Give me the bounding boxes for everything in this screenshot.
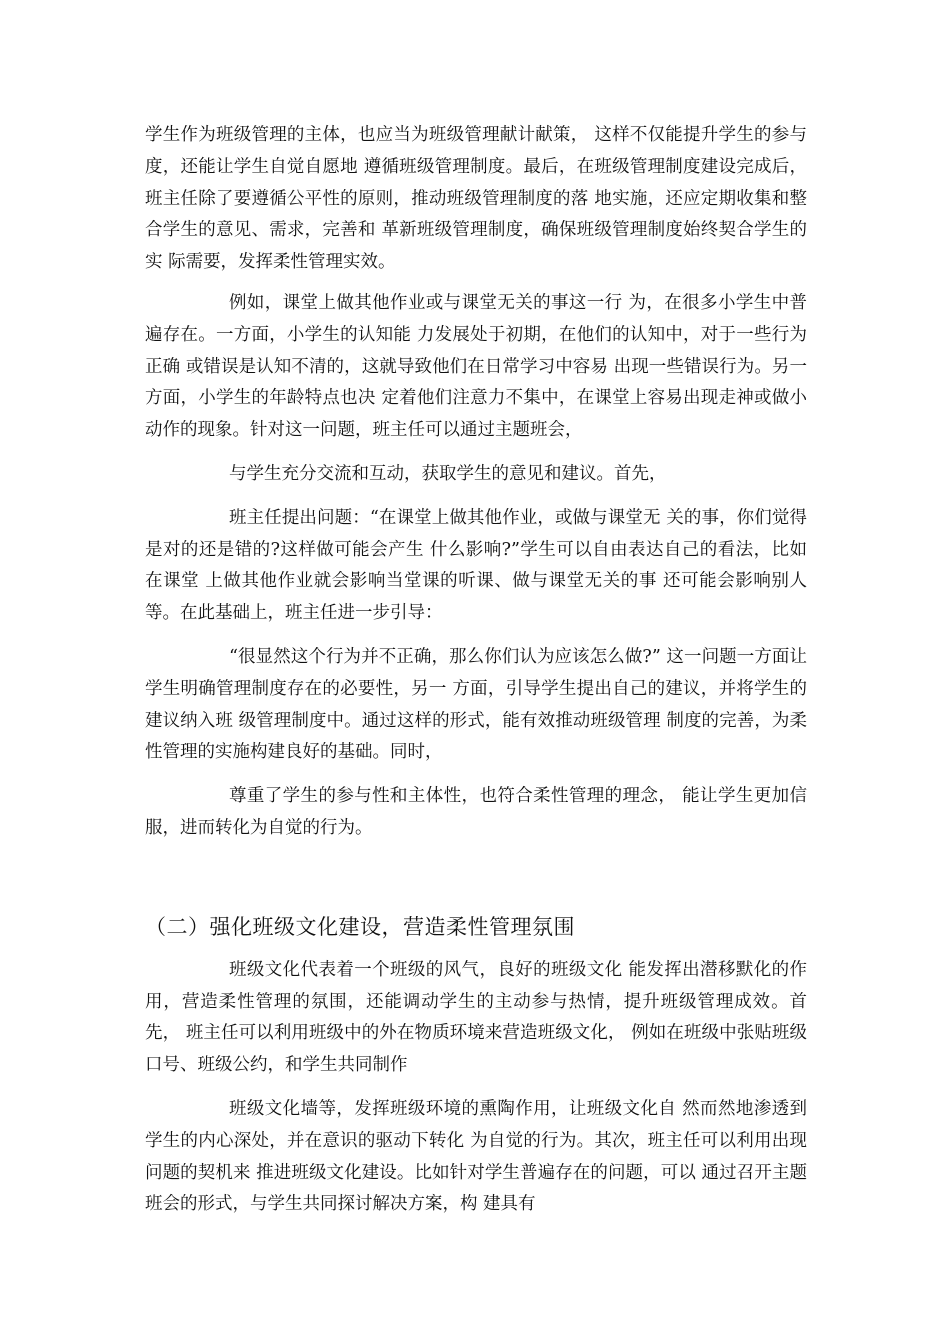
paragraph-example-classroom: 例如，课堂上做其他作业或与课堂无关的事这一行 为，在很多小学生中普遍存在。一方面，小学生的认知能 力发展处于初期，在他们的认知中，对于一些行为正确 或错误是认知不清的，这就导致他们在日常学习中容易 出现一些错误行为。另一方面，小学生的年龄特点也决 定着他们注意力不集中，在课堂上容易出现走神或做小 动作的现象。针对这一问题，班主任可以通过主题班会， — [145, 292, 807, 441]
paragraph-communication: 与学生充分交流和互动，获取学生的意见和建议。首先， — [229, 463, 667, 484]
section-heading: （二）强化班级文化建设，营造柔性管理氛围 — [145, 914, 575, 939]
document-page — [145, 120, 807, 1221]
paragraph-class-culture: 班级文化代表着一个班级的风气，良好的班级文化 能发挥出潜移默化的作用，营造柔性管理的氛围，还能调动学生的主动参与热情，提升班级管理成效。首先， 班主任可以利用班级中的外在物质环境来营造班级文化， 例如在班级中张贴班级口号、班级公约，和学生共同制作 — [145, 959, 807, 1076]
paragraph-culture-wall: 班级文化墙等，发挥班级环境的熏陶作用，让班级文化自 然而然地渗透到学生的内心深处，并在意识的驱动下转化 为自觉的行为。其次，班主任可以利用出现问题的契机来 推进班级文化建设。比如针对学生普遍存在的问题，可以 通过召开主题班会的形式，与学生共同探讨解决方案，构 建具有 — [145, 1098, 807, 1215]
paragraph-guidance: “很显然这个行为并不正确，那么你们认为应该怎么做?” 这一问题一方面让学生明确管理制度存在的必要性，另一 方面，引导学生提出自己的建议，并将学生的建议纳入班 级管理制度中。通过这样的形式，能有效推动班级管理 制度的完善，为柔性管理的实施构建良好的基础。同时， — [145, 646, 807, 763]
paragraph-respect: 尊重了学生的参与性和主体性，也符合柔性管理的理念， 能让学生更加信服，进而转化为自觉的行为。 — [145, 786, 807, 838]
paragraph-teacher-question: 班主任提出问题：“在课堂上做其他作业，或做与课堂无 关的事，你们觉得是对的还是错的?这样做可能会产生 什么影响?”学生可以自由表达自己的看法，比如在课堂 上做其他作业就会影响当堂课的听课、做与课堂无关的事 还可能会影响别人等。在此基础上，班主任进一步引导： — [145, 507, 807, 624]
paragraph-student-participation: 学生作为班级管理的主体，也应当为班级管理献计献策， 这样不仅能提升学生的参与度，还能让学生自觉自愿地 遵循班级管理制度。最后，在班级管理制度建设完成后， 班主任除了要遵循公平性的原则，推动班级管理制度的落 地实施，还应定期收集和整合学生的意见、需求，完善和 革新班级管理制度，确保班级管理制度始终契合学生的实 际需要，发挥柔性管理实效。 — [145, 125, 807, 273]
